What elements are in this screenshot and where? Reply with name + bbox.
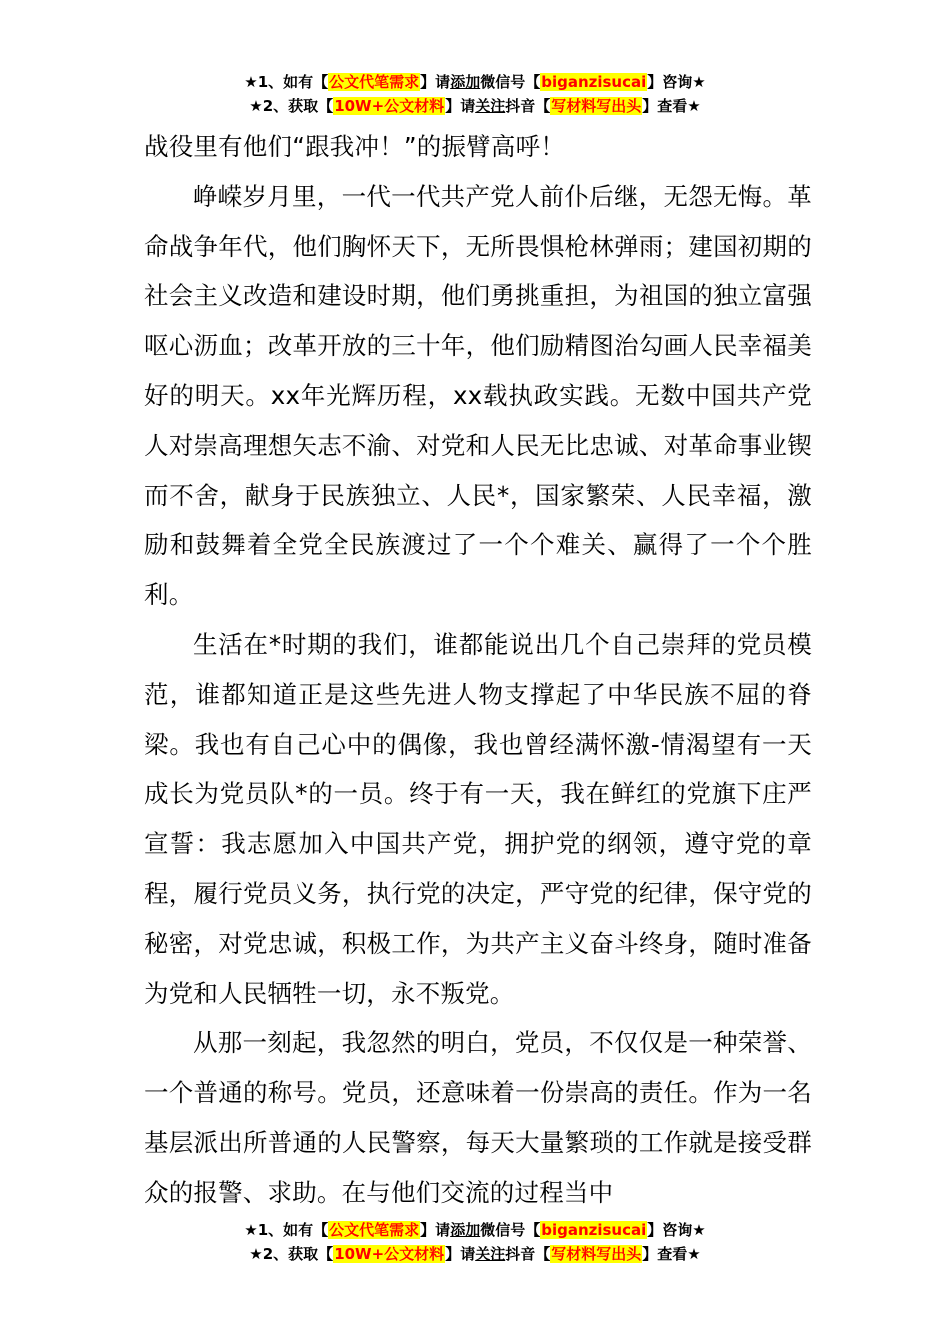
header-banner xyxy=(0,70,950,118)
underlined-text: 关注 xyxy=(475,97,506,115)
highlight-douyin: 写材料写出头 xyxy=(551,1245,642,1263)
paragraph: 生活在*时期的我们，谁都能说出几个自己崇拜的党员模范，谁都知道正是这些先进人物支撑起了中华民族不屈的脊梁。我也有自己心中的偶像，我也曾经满怀激-情渴望有一天成长为党员队*的一员。终于有一天，我在鲜红的党旗下庄严宣誓：我志愿加入中国共产党，拥护党的纲领，遵守党的章程，履行党员义务，执行党的决定，严守党的纪律，保守党的秘密，对党忠诚，积极工作，为共产主义奋斗终身，随时准备为党和人民牺牲一切，永不叛党。 xyxy=(144,629,812,1008)
banner-text: 2、获取【 xyxy=(262,1245,334,1263)
banner-line-1 xyxy=(0,1218,950,1242)
banner-text: 2、获取【 xyxy=(262,97,334,115)
banner-text: 】请 xyxy=(420,73,451,91)
banner-text: 】请 xyxy=(420,1221,451,1239)
banner-text: 】咨询★ xyxy=(647,1221,706,1239)
highlight-service: 公文代笔需求 xyxy=(329,1221,420,1239)
highlight-service: 公文代笔需求 xyxy=(329,73,420,91)
highlight-douyin: 写材料写出头 xyxy=(551,97,642,115)
star-icon: ★ xyxy=(249,1245,263,1263)
banner-text: 】咨询★ xyxy=(647,73,706,91)
star-icon: ★ xyxy=(249,97,263,115)
star-icon: ★ xyxy=(244,73,258,91)
document-body xyxy=(144,122,812,1218)
banner-text: 抖音【 xyxy=(505,97,551,115)
banner-text: 】请 xyxy=(445,97,476,115)
highlight-materials: 10W+公文材料 xyxy=(334,1245,445,1263)
banner-text: 1、如有【 xyxy=(257,73,329,91)
highlight-materials: 10W+公文材料 xyxy=(334,97,445,115)
underlined-text: 关注 xyxy=(475,1245,506,1263)
underlined-text: 添加 xyxy=(450,73,481,91)
banner-text: 抖音【 xyxy=(505,1245,551,1263)
banner-line-1 xyxy=(0,70,950,94)
paragraph: 战役里有他们“跟我冲！”的振臂高呼！ xyxy=(144,132,565,161)
footer-banner xyxy=(0,1218,950,1266)
banner-text: 】查看★ xyxy=(642,1245,701,1263)
banner-text: 】请 xyxy=(445,1245,476,1263)
underlined-text: 添加 xyxy=(450,1221,481,1239)
paragraph: 峥嵘岁月里，一代一代共产党人前仆后继，无怨无悔。革命战争年代，他们胸怀天下，无所畏惧枪林弹雨；建国初期的社会主义改造和建设时期，他们勇挑重担，为祖国的独立富强呕心沥血；改革开放的三十年，他们励精图治勾画人民幸福美好的明天。xx年光辉历程，xx载执政实践。无数中国共产党人对崇高理想矢志不渝、对党和人民无比忠诚、对革命事业锲而不舍，献身于民族独立、人民*，国家繁荣、人民幸福，激励和鼓舞着全党全民族渡过了一个个难关、赢得了一个个胜利。 xyxy=(144,181,812,610)
star-icon: ★ xyxy=(244,1221,258,1239)
paragraph: 从那一刻起，我忽然的明白，党员，不仅仅是一种荣誉、一个普通的称号。党员，还意味着一份崇高的责任。作为一名基层派出所普通的人民警察，每天大量繁琐的工作就是接受群众的报警、求助。在与他们交流的过程当中 xyxy=(144,1028,812,1207)
highlight-wechat-id: biganzisucai xyxy=(541,73,647,91)
banner-line-2 xyxy=(0,1242,950,1266)
banner-text: 1、如有【 xyxy=(257,1221,329,1239)
banner-text: 】查看★ xyxy=(642,97,701,115)
banner-line-2 xyxy=(0,94,950,118)
highlight-wechat-id: biganzisucai xyxy=(541,1221,647,1239)
banner-text: 微信号【 xyxy=(480,1221,541,1239)
banner-text: 微信号【 xyxy=(480,73,541,91)
